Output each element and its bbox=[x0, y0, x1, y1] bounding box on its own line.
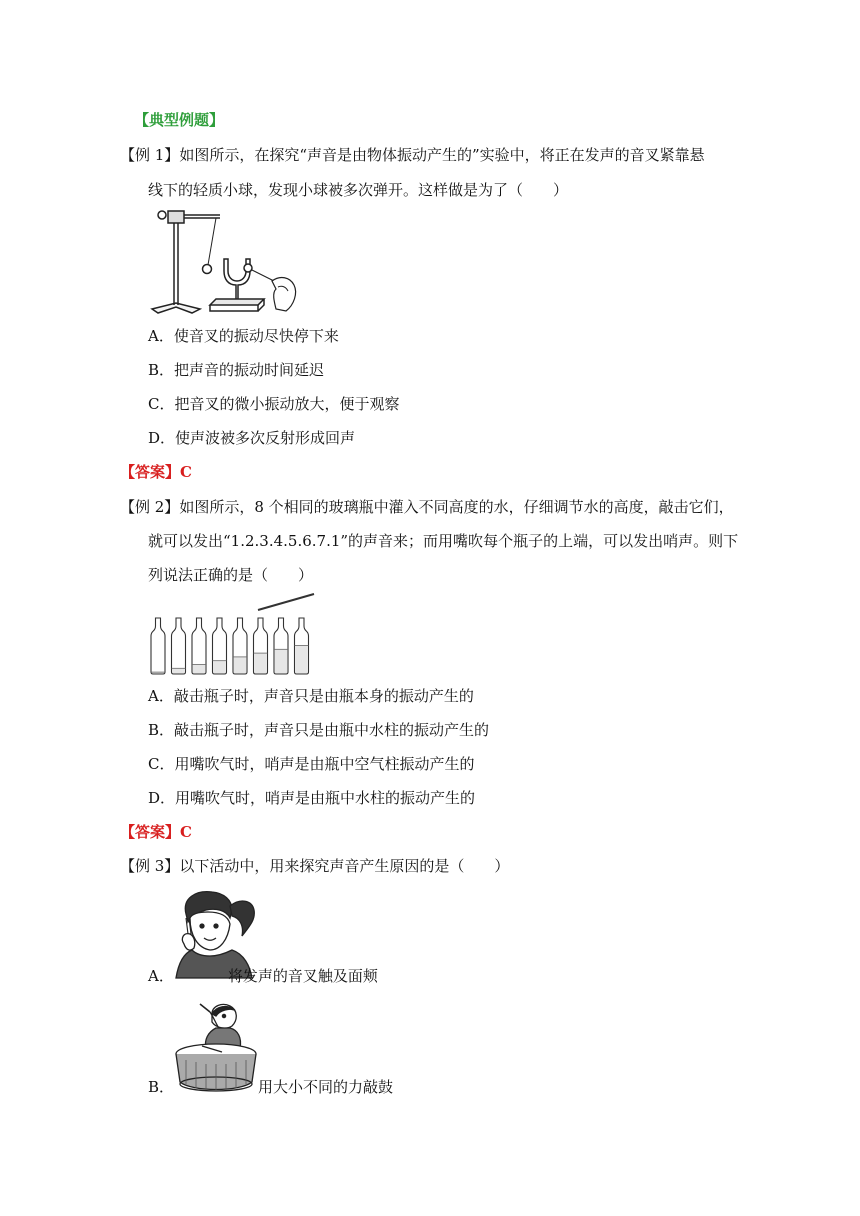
q2-line1 bbox=[120, 497, 734, 517]
q3-option-a-letter: A． bbox=[148, 967, 174, 985]
q3-option-a bbox=[148, 966, 378, 986]
water-column bbox=[173, 668, 185, 674]
q2-option-d: D．用嘴吹气时，哨声是由瓶中水柱的振动产生的 bbox=[148, 789, 476, 807]
water-column bbox=[296, 646, 308, 675]
striking-rod bbox=[258, 594, 314, 610]
glass-bottle bbox=[213, 618, 227, 674]
q2-option-c: C．用嘴吹气时，哨声是由瓶中空气柱振动产生的 bbox=[148, 755, 475, 773]
q1-option-b: B．把声音的振动时间延迟 bbox=[148, 361, 325, 379]
q3-option-b bbox=[148, 1077, 393, 1097]
water-column bbox=[234, 657, 246, 674]
tuning-fork-pendulum-figure bbox=[148, 205, 308, 317]
q3-text: 以下活动中，用来探究声音产生原因的是（ ） bbox=[179, 857, 510, 875]
q2-text-line1: 如图所示，8 个相同的玻璃瓶中灌入不同高度的水，仔细调节水的高度，敲击它们， bbox=[179, 498, 734, 516]
q2-option-b: B．敲击瓶子时，声音只是由瓶中水柱的振动产生的 bbox=[148, 721, 490, 739]
glass-bottle bbox=[274, 618, 288, 674]
water-column bbox=[193, 665, 205, 675]
q1-answer-value: C bbox=[180, 463, 192, 481]
bottle-outline bbox=[151, 618, 165, 674]
glass-bottle bbox=[172, 618, 186, 674]
glass-bottle bbox=[192, 618, 206, 674]
q1-answer bbox=[120, 462, 192, 482]
q2-answer-value: C bbox=[180, 823, 192, 841]
q3-line1 bbox=[120, 856, 509, 876]
q3-option-b-text: 用大小不同的力敲鼓 bbox=[258, 1078, 394, 1096]
water-column bbox=[255, 653, 267, 674]
q2-answer bbox=[120, 822, 192, 842]
q1-answer-label: 【答案】 bbox=[120, 463, 181, 481]
q3-tag: 【例 3】 bbox=[120, 857, 180, 875]
q3-option-a-text: 将发声的音叉触及面颊 bbox=[227, 967, 378, 985]
q2-tag: 【例 2】 bbox=[120, 498, 180, 516]
q1-text-line1: 如图所示，在探究“声音是由物体振动产生的”实验中，将正在发声的音叉紧靠悬 bbox=[179, 146, 705, 164]
q2-text-line2: 就可以发出“1.2.3.4.5.6.7.1”的声音来；而用嘴吹每个瓶子的上端，可以发出哨声。则下 bbox=[148, 532, 739, 550]
glass-bottle bbox=[233, 618, 247, 674]
glass-bottle bbox=[151, 618, 165, 674]
q2-option-a: A．敲击瓶子时，声音只是由瓶本身的振动产生的 bbox=[148, 687, 474, 705]
q1-option-d: D．使声波被多次反射形成回声 bbox=[148, 429, 356, 447]
glass-bottles-figure bbox=[148, 592, 320, 676]
q3-option-b-letter: B． bbox=[148, 1078, 175, 1096]
q1-text-line2: 线下的轻质小球，发现小球被多次弹开。这样做是为了（ ） bbox=[148, 181, 569, 199]
water-column bbox=[214, 661, 226, 674]
q2-text-line3: 列说法正确的是（ ） bbox=[148, 566, 314, 584]
water-column bbox=[275, 649, 287, 674]
q1-option-a: A．使音叉的振动尽快停下来 bbox=[148, 327, 339, 345]
glass-bottle bbox=[295, 618, 309, 674]
glass-bottle bbox=[254, 618, 268, 674]
section-title: 【典型例题】 bbox=[134, 111, 225, 129]
q1-tag: 【例 1】 bbox=[120, 146, 180, 164]
q1-option-c: C．把音叉的微小振动放大，便于观察 bbox=[148, 395, 400, 413]
q2-answer-label: 【答案】 bbox=[120, 823, 181, 841]
q1-line1 bbox=[120, 145, 705, 165]
bottle-outline bbox=[172, 618, 186, 674]
